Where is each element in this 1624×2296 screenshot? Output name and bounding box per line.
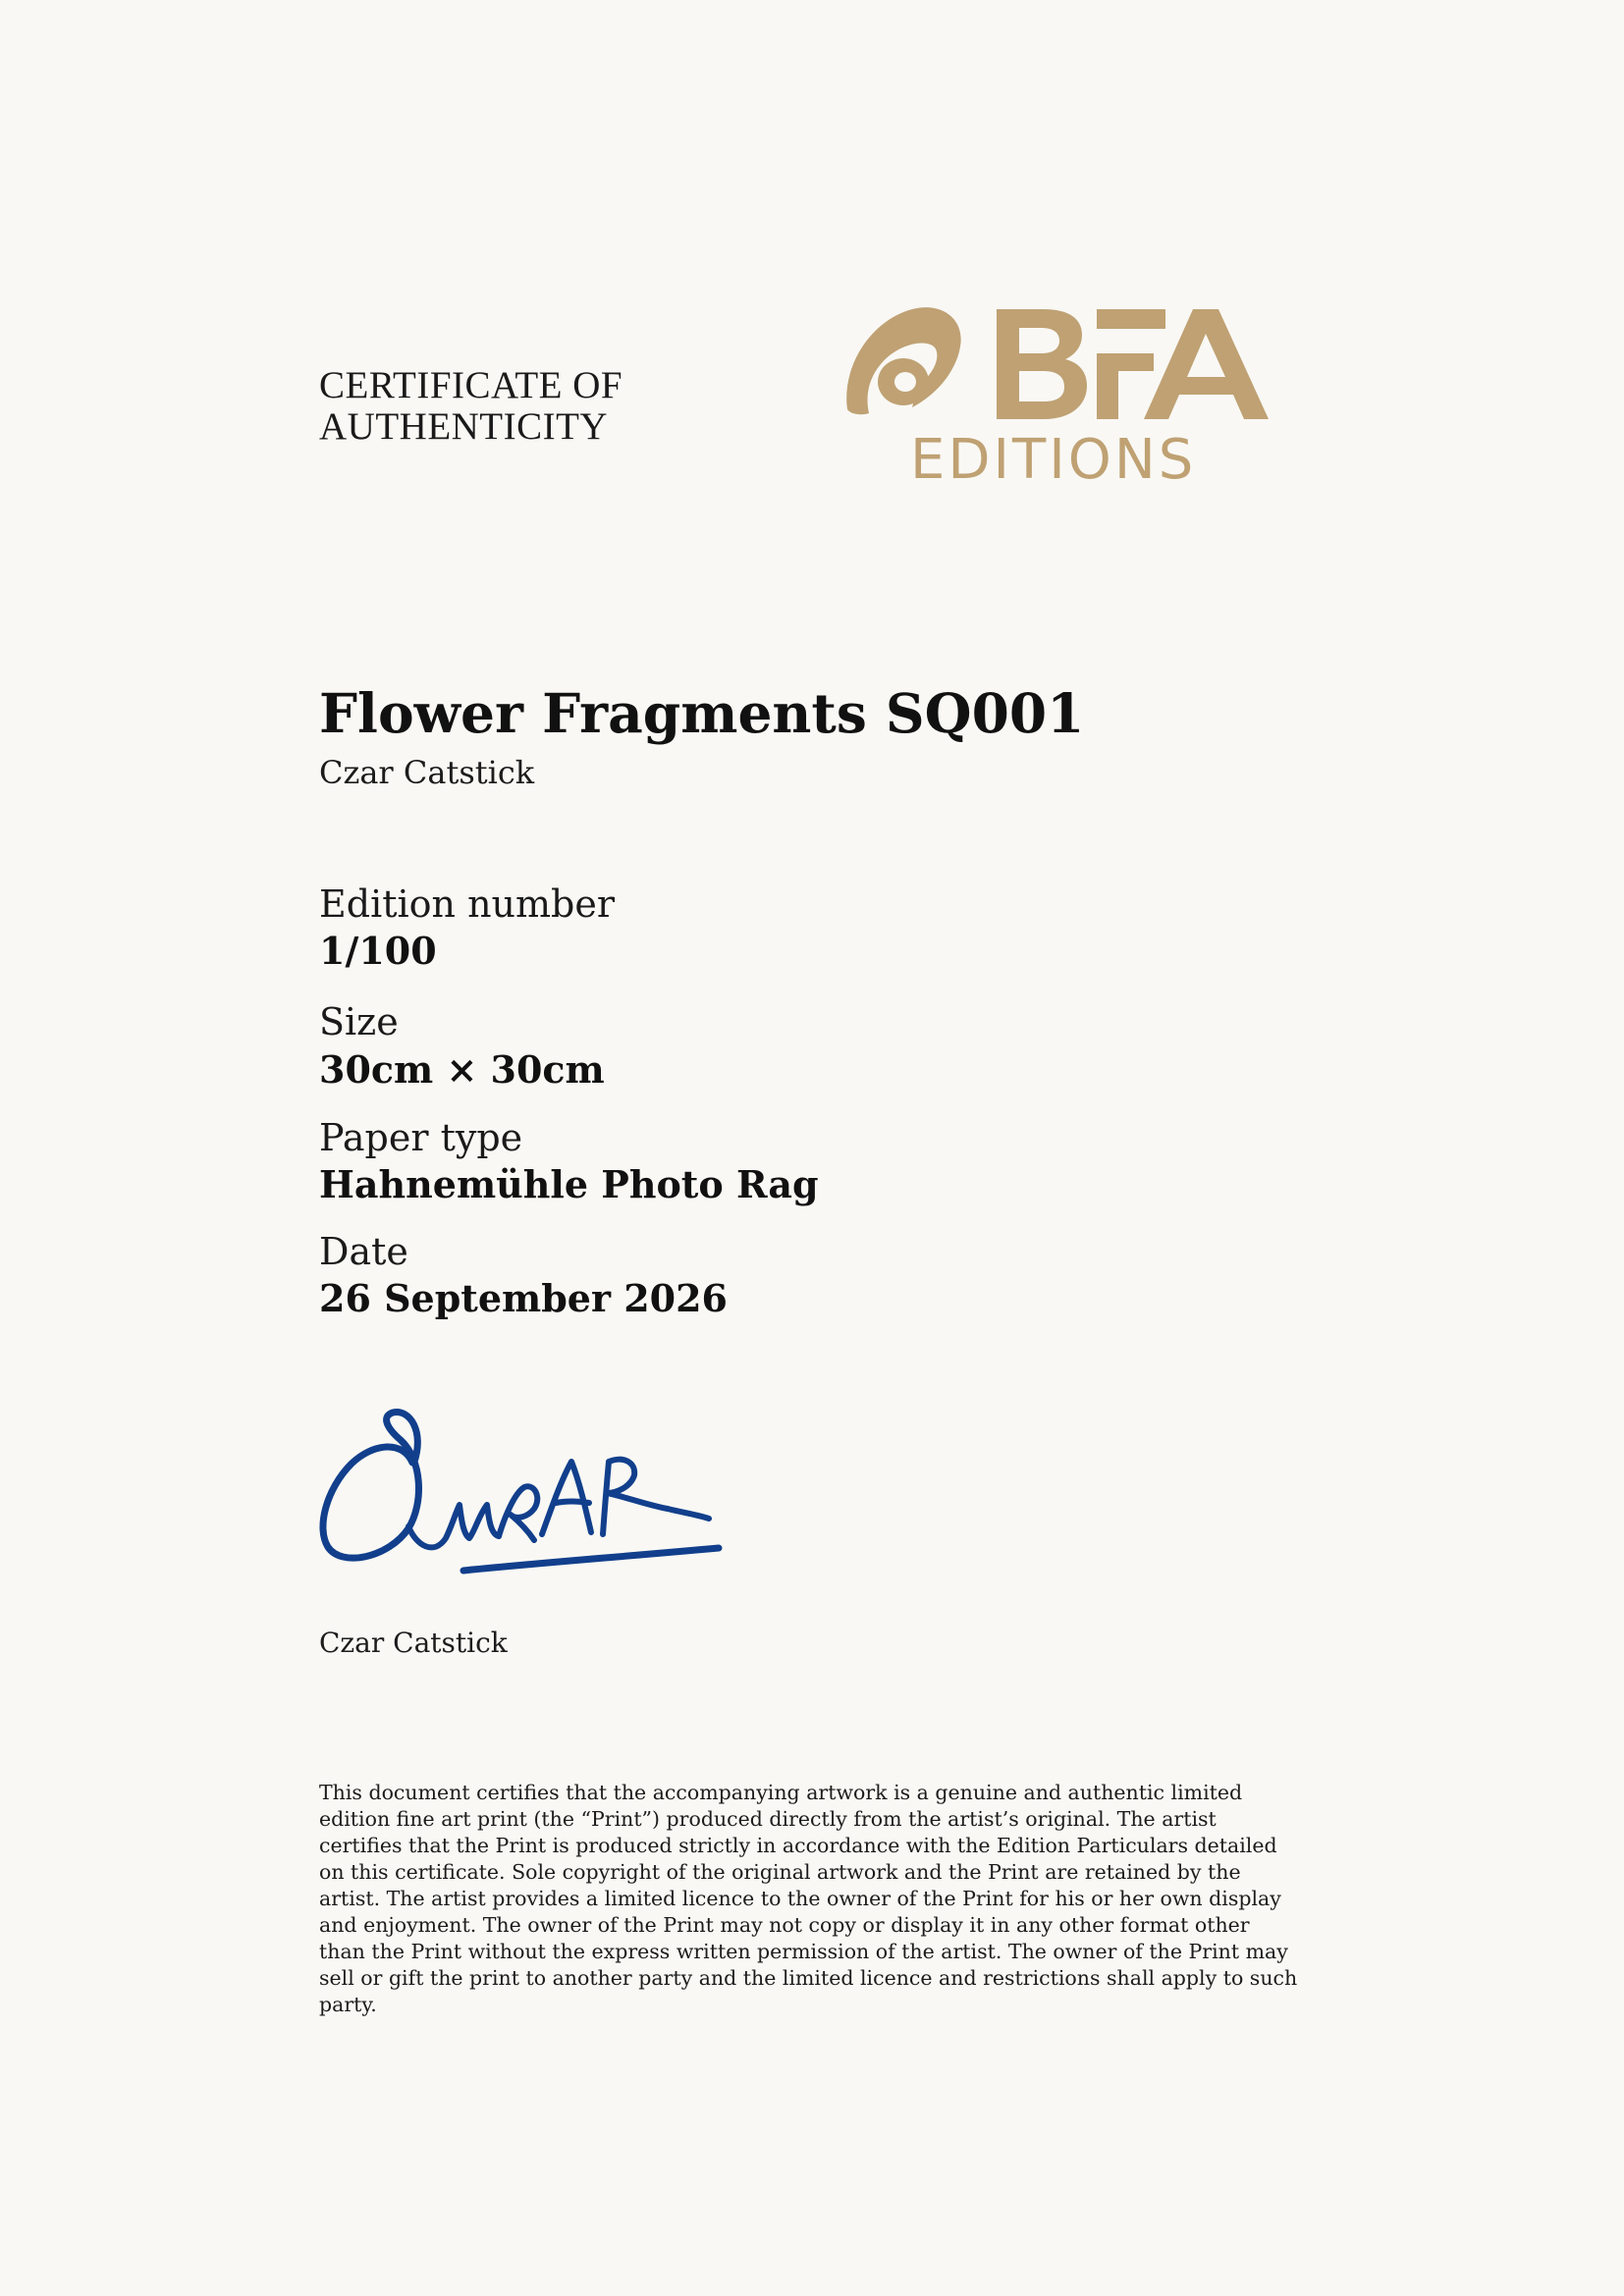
signer-name: Czar Catstick [319, 1627, 508, 1659]
edition-number-value: 1/100 [319, 929, 437, 973]
logo-swirl-mark [846, 307, 960, 414]
paper-type-label: Paper type [319, 1116, 523, 1159]
size-value: 30cm × 30cm [319, 1047, 605, 1092]
certificate-heading-line-1: CERTIFICATE OF [319, 364, 623, 406]
paper-type-value: Hahnemühle Photo Rag [319, 1162, 819, 1206]
logo-letter-b [997, 309, 1087, 419]
certificate-heading [319, 365, 712, 448]
legal-statement: This document certifies that the accompanying artwork is a genuine and authentic limited edition fine art print (the “Print”) produced directly from the artist’s original. The artist certifies that the Print is produced strictly in accordance with the Edition Particulars detailed on this certificate. Sole copyright of the original artwork and the Print are retained by the artist. The artist provides a limited licence to the owner of the Print for his or her own display and enjoyment. The owner of the Print may not copy or display it in any other format other than the Print without the express written permission of the artist. The owner of the Print may sell or gift the print to another party and the limited licence and restrictions shall apply to such party. [319, 1781, 1298, 2016]
edition-number-label: Edition number [319, 882, 616, 926]
artist-signature [314, 1399, 785, 1585]
bfa-editions-logo [839, 299, 1272, 486]
size-label: Size [319, 1000, 399, 1043]
date-label: Date [319, 1230, 408, 1273]
artwork-artist: Czar Catstick [319, 754, 535, 791]
certificate-heading-line-2: AUTHENTICITY [319, 405, 609, 448]
date-value: 26 September 2026 [319, 1276, 728, 1320]
artwork-title: Flower Fragments SQ001 [319, 681, 1085, 745]
logo-letter-f-top [1097, 309, 1165, 329]
logo-editions-text: EDITIONS [910, 428, 1197, 486]
